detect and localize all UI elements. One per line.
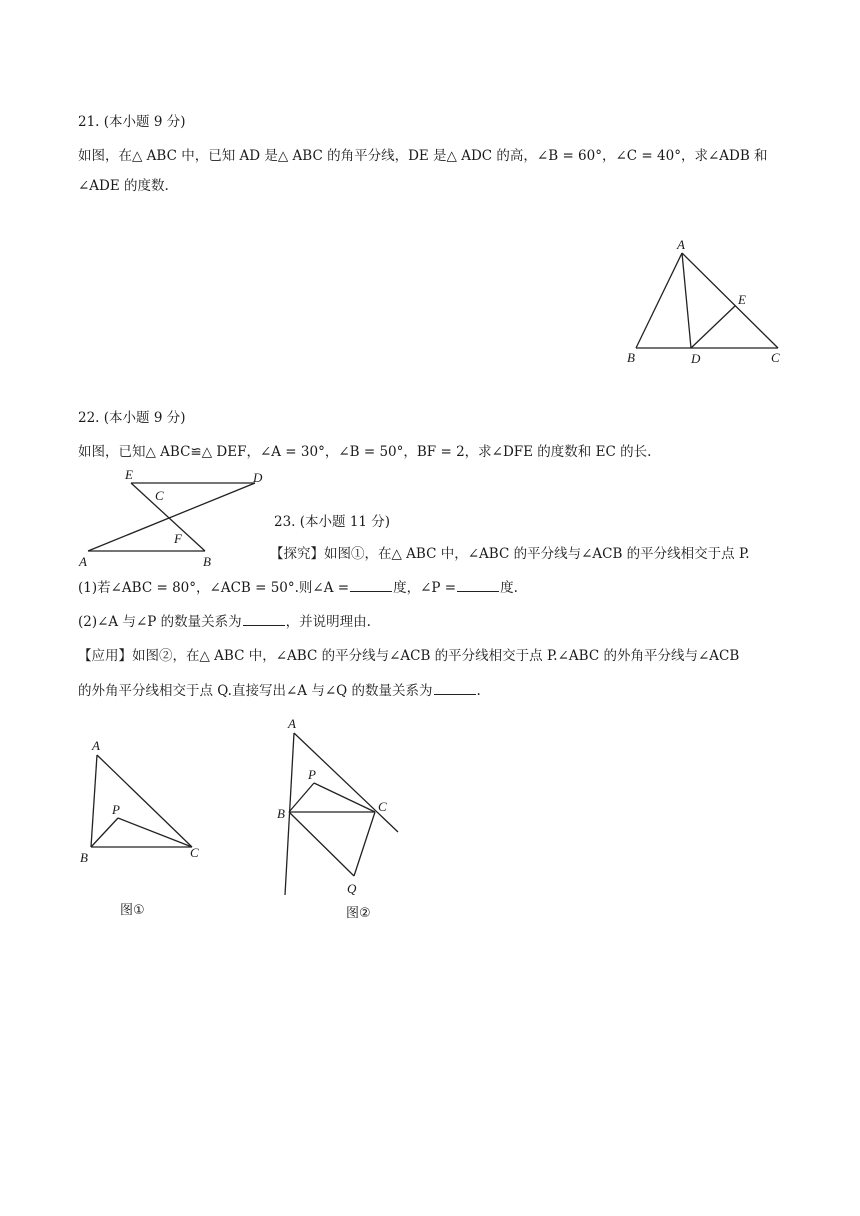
q22-text-line1: 如图，已知△ ABC≌△ DEF，∠A = 30°，∠B = 50°，BF = 2，求∠DFE 的度数和 EC 的长. [78, 444, 652, 460]
q23-part2 [78, 613, 371, 631]
q23-blank-angle-p[interactable] [457, 579, 499, 592]
q21-label-b: B [627, 350, 635, 365]
q23-part1 [78, 579, 518, 597]
q23-part1-text-c: 度. [500, 580, 518, 596]
q23-fig2-label-c: C [378, 799, 387, 814]
q23-fig2-label-p: P [308, 767, 316, 782]
q23-fig1-label-c: C [190, 845, 199, 860]
q23-header: 23. (本小题 11 分) [274, 514, 391, 530]
q23-fig1-label-a: A [92, 738, 100, 753]
q23-fig2-label-a: A [288, 716, 296, 731]
q22-label-b: B [203, 554, 211, 569]
q23-apply-text-b: . [476, 683, 481, 699]
q23-blank-angle-a[interactable] [350, 579, 392, 592]
q23-part1-text-b: 度，∠P = [393, 580, 457, 596]
q23-fig2-caption: 图② [346, 906, 371, 921]
q22-label-a: A [79, 554, 87, 569]
q21-label-d: D [691, 351, 701, 366]
q23-apply-text-a: 的外角平分线相交于点 Q.直接写出∠A 与∠Q 的数量关系为 [78, 683, 433, 699]
q23-blank-relation[interactable] [243, 613, 285, 626]
q23-apply-line2 [78, 682, 481, 700]
q23-fig1-caption: 图① [120, 903, 145, 918]
q21-label-a: A [677, 237, 685, 252]
q21-label-c: C [771, 350, 780, 365]
q22-header: 22. (本小题 9 分) [78, 410, 186, 426]
q22-label-c: C [155, 488, 164, 503]
q22-figure-lines [88, 483, 255, 551]
q23-fig2-lines [285, 733, 398, 895]
q23-apply-line1: 【应用】如图②，在△ ABC 中，∠ABC 的平分线与∠ACB 的平分线相交于点 P.∠ABC 的外角平分线与∠ACB [78, 648, 740, 664]
q21-text-line2: ∠ADE 的度数. [78, 178, 169, 194]
q23-part2-text-b: ，并说明理由. [285, 614, 371, 630]
q21-text-line1: 如图，在△ ABC 中，已知 AD 是△ ABC 的角平分线，DE 是△ ADC 的高，∠B = 60°，∠C = 40°，求∠ADB 和 [78, 148, 768, 164]
q23-fig2-label-b: B [277, 806, 285, 821]
q23-part2-text-a: (2)∠A 与∠P 的数量关系为 [78, 614, 242, 630]
q22-label-e: E [125, 467, 133, 482]
q23-fig1-label-b: B [80, 850, 88, 865]
q23-part1-text-a: (1)若∠ABC = 80°，∠ACB = 50°.则∠A = [78, 580, 350, 596]
q23-fig2-label-q: Q [347, 881, 357, 896]
q21-header: 21. (本小题 9 分) [78, 114, 186, 130]
q21-label-e: E [738, 292, 746, 307]
q22-label-d: D [253, 470, 263, 485]
q22-label-f: F [174, 531, 182, 546]
q23-fig1-lines [91, 755, 192, 847]
q21-triangle-lines [636, 253, 778, 348]
q23-blank-relation-q[interactable] [434, 682, 476, 695]
q23-explore: 【探究】如图①，在△ ABC 中，∠ABC 的平分线与∠ACB 的平分线相交于点 P. [270, 546, 750, 562]
q23-fig1-label-p: P [112, 802, 120, 817]
